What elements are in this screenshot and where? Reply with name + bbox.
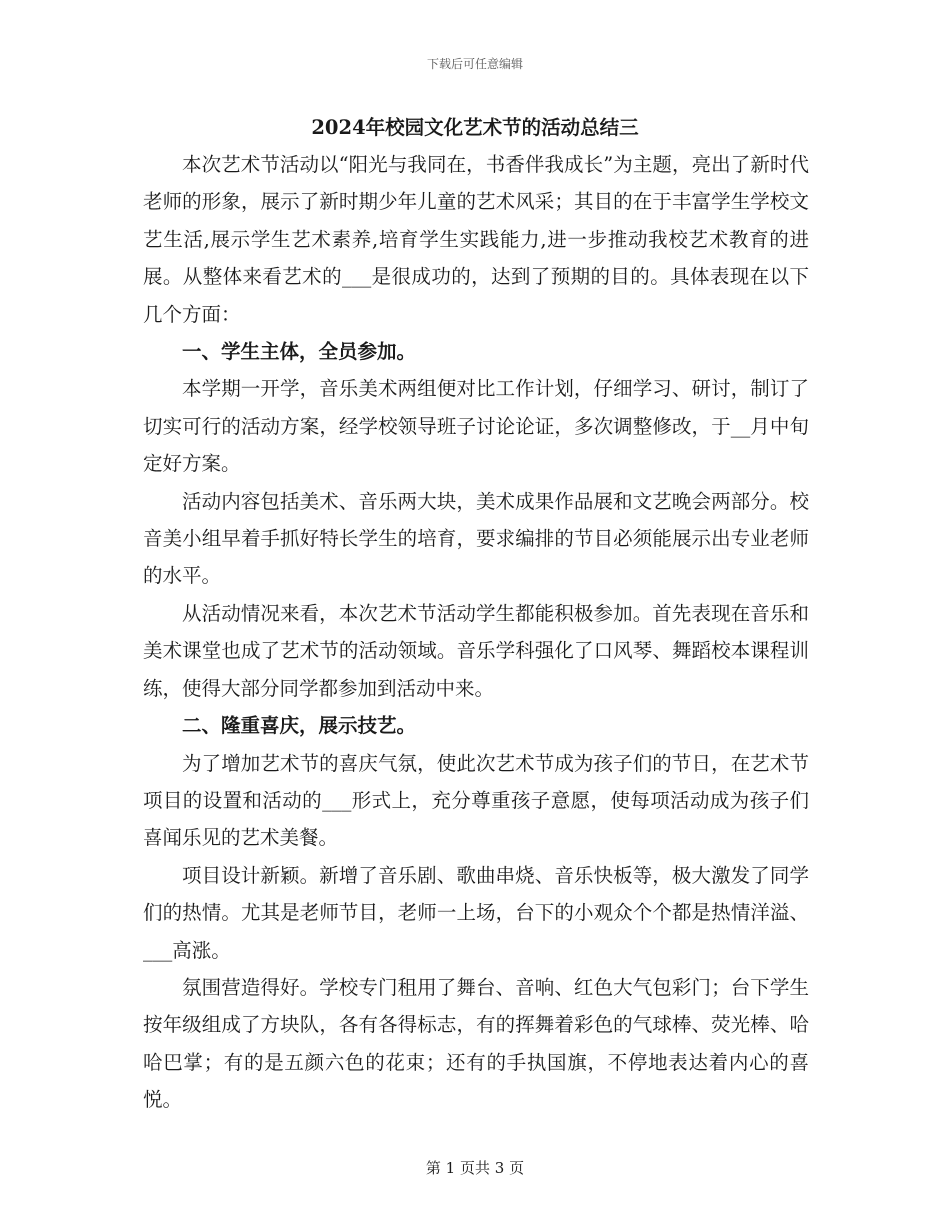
document-body	[143, 146, 809, 1119]
paragraph-setting: 氛围营造得好。学校专门租用了舞台、音响、红色大气包彩门；台下学生按年级组成了方块队，各有各得标志，有的挥舞着彩色的气球棒、荧光棒、哈哈巴掌；有的是五颜六色的花束；还有的手执国旗，不停地表达着内心的喜悦。	[143, 975, 809, 1112]
paragraph-planning: 本学期一开学，音乐美术两组便对比工作计划，仔细学习、研讨，制订了切实可行的活动方案，经学校领导班子讨论论证，多次调整修改，于__月中旬定好方案。	[143, 377, 809, 476]
page-number: 第 1 页共 3 页	[425, 1159, 525, 1177]
paragraph-participation: 从活动情况来看，本次艺术节活动学生都能积极参加。首先表现在音乐和美术课堂也成了艺术节的活动领域。音乐学科强化了口风琴、舞蹈校本课程训练，使得大部分同学都参加到活动中来。	[143, 601, 809, 700]
paragraph-project-design: 项目设计新颖。新增了音乐剧、歌曲串烧、音乐快板等，极大激发了同学们的热情。尤其是老师节目，老师一上场，台下的小观众个个都是热情洋溢、___高涨。	[143, 863, 809, 962]
section-heading-2: 二、隆重喜庆，展示技艺。	[182, 714, 417, 738]
paragraph-content: 活动内容包括美术、音乐两大块，美术成果作品展和文艺晚会两部分。校音美小组早着手抓好特长学生的培育，要求编排的节目必须能展示出专业老师的水平。	[143, 489, 809, 588]
paragraph-intro: 本次艺术节活动以“阳光与我同在，书香伴我成长”为主题，亮出了新时代老师的形象，展示了新时期少年儿童的艺术风采；其目的在于丰富学生学校文艺生活,展示学生艺术素养,培育学生实践能力,进一步推动我校艺术教育的进展。从整体来看艺术的___是很成功的，达到了预期的目的。具体表现在以下几个方面：	[143, 153, 809, 326]
document-title: 2024年校园文化艺术节的活动总结三	[311, 116, 639, 139]
paragraph-atmosphere: 为了增加艺术节的喜庆气氛，使此次艺术节成为孩子们的节日，在艺术节项目的设置和活动的___形式上，充分尊重孩子意愿，使每项活动成为孩子们喜闻乐见的艺术美餐。	[143, 751, 809, 850]
section-heading-1: 一、学生主体，全员参加。	[182, 340, 417, 364]
page-header-note: 下载后可任意编辑	[426, 57, 523, 71]
